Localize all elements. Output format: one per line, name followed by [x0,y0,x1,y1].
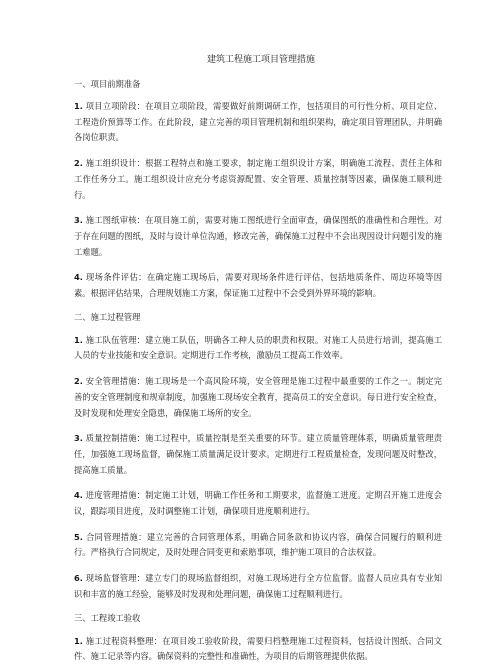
paragraph-number: 6. [74,573,83,584]
paragraph [74,374,442,421]
paragraph [74,270,442,301]
paragraph [74,634,442,665]
document-title: 建筑工程施工项目管理措施 [206,55,315,65]
section-heading-preparation: 一、项目前期准备 [74,79,141,89]
paragraph-number: 2. [74,376,83,387]
paragraph-text: 施工队伍管理：建立施工队伍，明确各工种人员的职责和权限。对施工人员进行培训，提高施工人员的专业技能和安全意识。定期进行工作考核，激励员工提高工作效率。 [74,334,442,361]
paragraph-number: 4. [74,272,83,283]
paragraph-text: 进度管理措施：制定施工计划，明确工作任务和工期要求，监督施工进度。定期召开施工进度会议，跟踪项目进度，及时调整施工计划，确保项目进度顺利进行。 [74,490,442,517]
paragraph-number: 1. [74,635,83,646]
paragraph [74,99,442,146]
paragraph-text: 施工过程资料整理：在项目竣工验收阶段，需要归档整理施工过程资料，包括设计图纸、合同文件、施工记录等内容。确保资料的完整性和准确性，为项目的后期管理提供依据。 [74,635,442,662]
paragraph [74,213,442,260]
paragraph-text: 项目立项阶段：在项目立项阶段，需要做好前期调研工作，包括项目的可行性分析、项目定位、工程造价预算等工作。在此阶段，建立完善的项目管理机制和组织架构，确定项目管理团队，并明确各岗位职责。 [74,101,442,143]
paragraph-number: 1. [74,334,83,345]
paragraph-text: 质量控制措施：施工过程中，质量控制是至关重要的环节。建立质量管理体系，明确质量管理责任，加强施工现场监督，确保施工质量满足设计要求。定期进行工程质量检查，发现问题及时整改，提高施工质量。 [74,433,442,475]
paragraph [74,431,442,478]
paragraph [74,530,442,561]
paragraph-text: 合同管理措施：建立完善的合同管理体系，明确合同条款和协议内容，确保合同履行的顺利进行。严格执行合同规定，及时处理合同变更和索赔事项，维护施工项目的合法权益。 [74,531,442,558]
paragraph-number: 2. [74,158,83,169]
paragraph-number: 3. [74,433,83,444]
paragraph-text: 施工图纸审核：在项目施工前，需要对施工图纸进行全面审查，确保图纸的准确性和合理性。对于存在问题的图纸，及时与设计单位沟通，修改完善，确保施工过程中不会出现因设计问题引发的施工难题。 [74,215,442,257]
paragraph [74,333,442,364]
paragraph-text: 施工组织设计：根据工程特点和施工要求，制定施工组织设计方案，明确施工流程、责任主体和工作任务分工。施工组织设计应充分考虑资源配置、安全管理、质量控制等因素，确保施工顺利进行。 [74,158,442,200]
paragraph [74,156,442,203]
section-heading-acceptance: 三、工程竣工验收 [74,612,141,623]
section-heading-construction: 二、施工过程管理 [74,311,141,322]
paragraph-number: 1. [74,101,83,111]
paragraph-number: 4. [74,490,83,501]
paragraph [74,571,442,602]
paragraph-text: 现场监督管理：建立专门的现场监督组织，对施工现场进行全方位监督。监督人员应具有专业知识和丰富的施工经验，能够及时发现和处理问题，确保施工过程顺利进行。 [74,573,442,599]
paragraph-text: 安全管理措施：施工现场是一个高风险环境，安全管理是施工过程中最重要的工作之一。制定完善的安全管理制度和规章制度，加强施工现场安全教育，提高员工的安全意识。每日进行安全检查，及时发现和处理安全隐患，确保施工场所的安全。 [74,376,442,418]
paragraph [74,488,442,519]
paragraph-number: 5. [74,531,83,542]
paragraph-text: 现场条件评估：在确定施工现场后，需要对现场条件进行评估，包括地质条件、周边环境等因素。根据评估结果，合理规划施工方案，保证施工过程中不会受到外界环境的影响。 [74,272,442,299]
paragraph-number: 3. [74,215,83,226]
